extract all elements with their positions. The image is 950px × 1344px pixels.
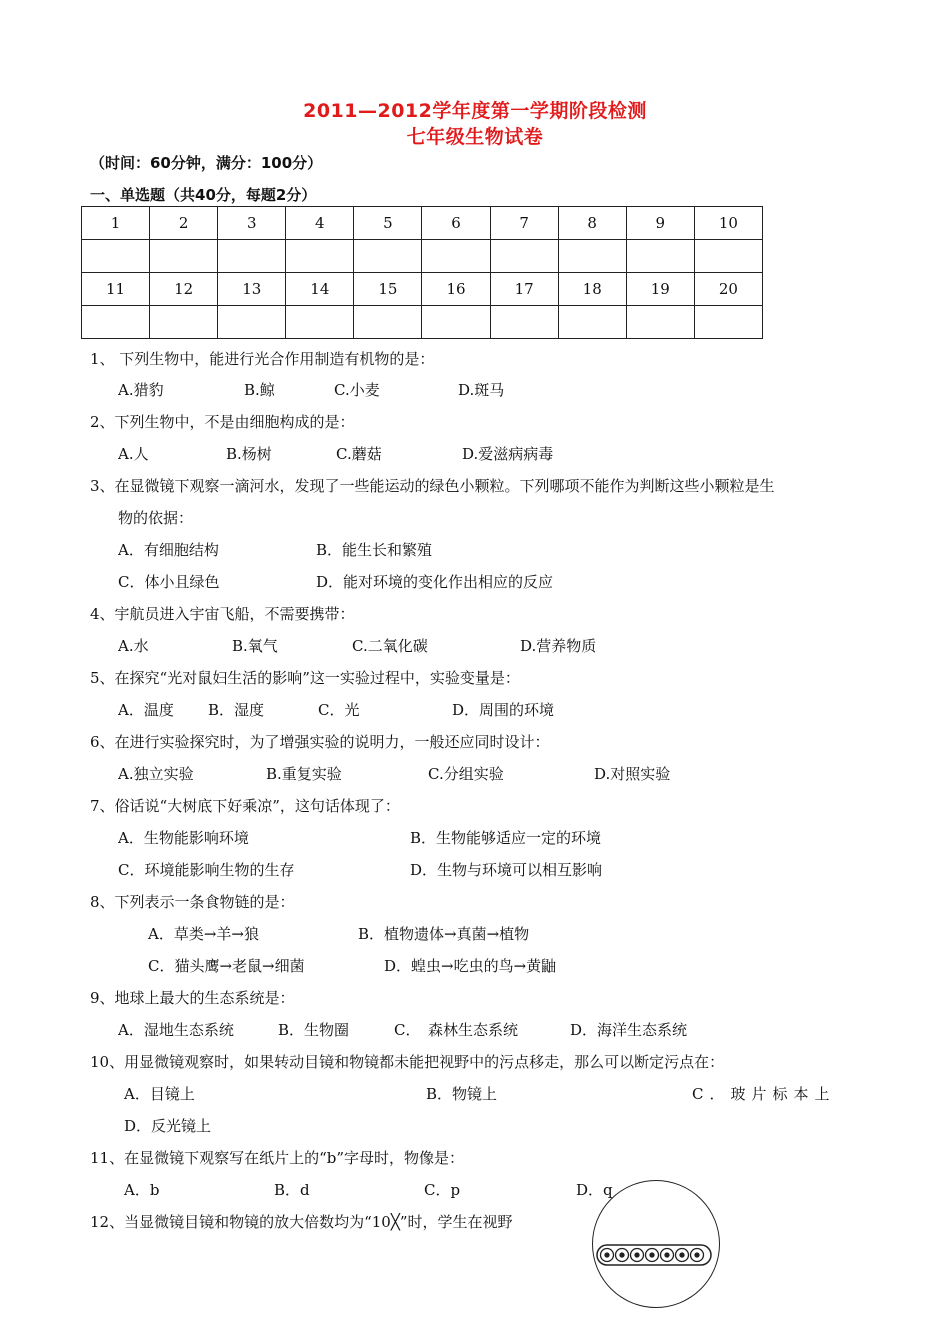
answer-cell[interactable] (558, 306, 626, 339)
question-number-cell: 1 (82, 207, 150, 240)
option-d: D.斑马 (458, 381, 505, 399)
option-c: C.小麦 (334, 381, 380, 399)
question-number-cell: 2 (150, 207, 218, 240)
answer-cell[interactable] (490, 240, 558, 273)
answer-cell[interactable] (558, 240, 626, 273)
question-7: 7、俗话说“大树底下好乘凉”，这句话体现了： (90, 797, 400, 815)
option-d: D．周围的环境 (452, 701, 555, 719)
question-8: 8、下列表示一条食物链的是： (90, 893, 295, 911)
question-number-cell: 15 (354, 273, 422, 306)
question-5: 5、在探究“光对鼠妇生活的影响”这一实验过程中，实验变量是： (90, 669, 520, 687)
option-a: A．湿地生态系统 (118, 1021, 234, 1039)
exam-info: （时间：60分钟，满分：100分） (90, 154, 323, 172)
option-c: C．体小且绿色 (118, 573, 220, 591)
option-d: D．生物与环境可以相互影响 (410, 861, 603, 879)
option-c: C．光 (318, 701, 360, 719)
option-d: D．反光镜上 (124, 1117, 212, 1135)
option-a: A.独立实验 (118, 765, 194, 783)
option-a: A.水 (118, 637, 149, 655)
option-a: A.人 (118, 445, 149, 463)
question-4: 4、宇航员进入宇宙飞船，不需要携带： (90, 605, 355, 623)
option-c: C.蘑菇 (336, 445, 382, 463)
option-b: B．物镜上 (426, 1085, 498, 1103)
cell-row-figure (596, 1239, 712, 1271)
table-row (82, 273, 763, 306)
option-c: C． (394, 1021, 421, 1039)
answer-cell[interactable] (626, 240, 694, 273)
option-b: B．生物圈 (278, 1021, 350, 1039)
answer-table (81, 206, 763, 339)
answer-cell[interactable] (694, 306, 762, 339)
question-number-cell: 14 (286, 273, 354, 306)
option-b: B．湿度 (208, 701, 265, 719)
question-number-cell: 4 (286, 207, 354, 240)
option-d: D.营养物质 (520, 637, 597, 655)
option-b: B．能生长和繁殖 (316, 541, 433, 559)
question-number-cell: 10 (694, 207, 762, 240)
question-number-cell: 16 (422, 273, 490, 306)
option-d: D.对照实验 (594, 765, 671, 783)
option-b: B．生物能够适应一定的环境 (410, 829, 602, 847)
question-3: 3、在显微镜下观察一滴河水，发现了一些能运动的绿色小颗粒。下列哪项不能作为判断这些小颗粒是生 (90, 477, 775, 495)
answer-cell[interactable] (150, 240, 218, 273)
exam-subtitle: 七年级生物试卷 (406, 126, 544, 148)
question-number-cell: 12 (150, 273, 218, 306)
question-9: 9、地球上最大的生态系统是： (90, 989, 295, 1007)
answer-cell[interactable] (354, 306, 422, 339)
answer-cell[interactable] (82, 240, 150, 273)
option-b: B.重复实验 (266, 765, 342, 783)
answer-cell[interactable] (218, 306, 286, 339)
option-c: C．猫头鹰→老鼠→细菌 (148, 957, 305, 975)
option-c: C．p (424, 1181, 461, 1199)
option-c: C.二氧化碳 (352, 637, 428, 655)
question-number-cell: 19 (626, 273, 694, 306)
table-row (82, 240, 763, 273)
answer-cell[interactable] (286, 306, 354, 339)
question-1: 1、 下列生物中，能进行光合作用制造有机物的是： (90, 350, 435, 368)
option-c: C.分组实验 (428, 765, 504, 783)
option-b: B.杨树 (226, 445, 272, 463)
question-number-cell: 11 (82, 273, 150, 306)
option-b: B．d (274, 1181, 310, 1199)
question-10: 10、用显微镜观察时，如果转动目镜和物镜都未能把视野中的污点移走，那么可以断定污点在： (90, 1053, 725, 1071)
option-d: D．能对环境的变化作出相应的反应 (316, 573, 554, 591)
option-d: D．海洋生态系统 (570, 1021, 688, 1039)
answer-cell[interactable] (82, 306, 150, 339)
option-b: B.鲸 (244, 381, 275, 399)
option-d: D.爱滋病病毒 (462, 445, 554, 463)
answer-cell[interactable] (218, 240, 286, 273)
question-2: 2、下列生物中，不是由细胞构成的是： (90, 413, 355, 431)
option-b: B．植物遗体→真菌→植物 (358, 925, 530, 943)
question-number-cell: 7 (490, 207, 558, 240)
question-number-cell: 3 (218, 207, 286, 240)
question-number-cell: 9 (626, 207, 694, 240)
option-a: A．有细胞结构 (118, 541, 219, 559)
option-d: D．蝗虫→吃虫的鸟→黄鼬 (384, 957, 557, 975)
question-3-continued: 物的依据： (118, 509, 194, 527)
answer-cell[interactable] (150, 306, 218, 339)
option-c: C．环境能影响生物的生存 (118, 861, 295, 879)
option-a: A.猎豹 (118, 381, 164, 399)
answer-cell[interactable] (490, 306, 558, 339)
question-number-cell: 6 (422, 207, 490, 240)
question-number-cell: 5 (354, 207, 422, 240)
question-number-cell: 17 (490, 273, 558, 306)
table-row (82, 306, 763, 339)
option-b: B.氧气 (232, 637, 278, 655)
answer-cell[interactable] (422, 306, 490, 339)
question-number-cell: 20 (694, 273, 762, 306)
option-a: A．目镜上 (124, 1085, 195, 1103)
answer-cell[interactable] (694, 240, 762, 273)
option-c: C．玻片标本上 (692, 1085, 836, 1103)
question-11: 11、在显微镜下观察写在纸片上的“b”字母时，物像是： (90, 1149, 465, 1167)
answer-cell[interactable] (354, 240, 422, 273)
option-a: A．生物能影响环境 (118, 829, 249, 847)
answer-cell[interactable] (422, 240, 490, 273)
answer-cell[interactable] (286, 240, 354, 273)
section-heading: 一、单选题（共40分，每题2分） (90, 186, 317, 204)
question-12: 12、当显微镜目镜和物镜的放大倍数均为“10╳”时，学生在视野 (90, 1213, 513, 1231)
question-number-cell: 18 (558, 273, 626, 306)
option-c-text: 森林生态系统 (428, 1021, 519, 1039)
exam-title: 2011—2012学年度第一学期阶段检测 (303, 100, 647, 122)
question-6: 6、在进行实验探究时，为了增强实验的说明力，一般还应同时设计： (90, 733, 550, 751)
table-row (82, 207, 763, 240)
option-a: A．草类→羊→狼 (148, 925, 259, 943)
question-number-cell: 8 (558, 207, 626, 240)
question-number-cell: 13 (218, 273, 286, 306)
option-a: A．b (124, 1181, 160, 1199)
option-a: A．温度 (118, 701, 174, 719)
option-d: D．q (576, 1181, 613, 1199)
answer-cell[interactable] (626, 306, 694, 339)
